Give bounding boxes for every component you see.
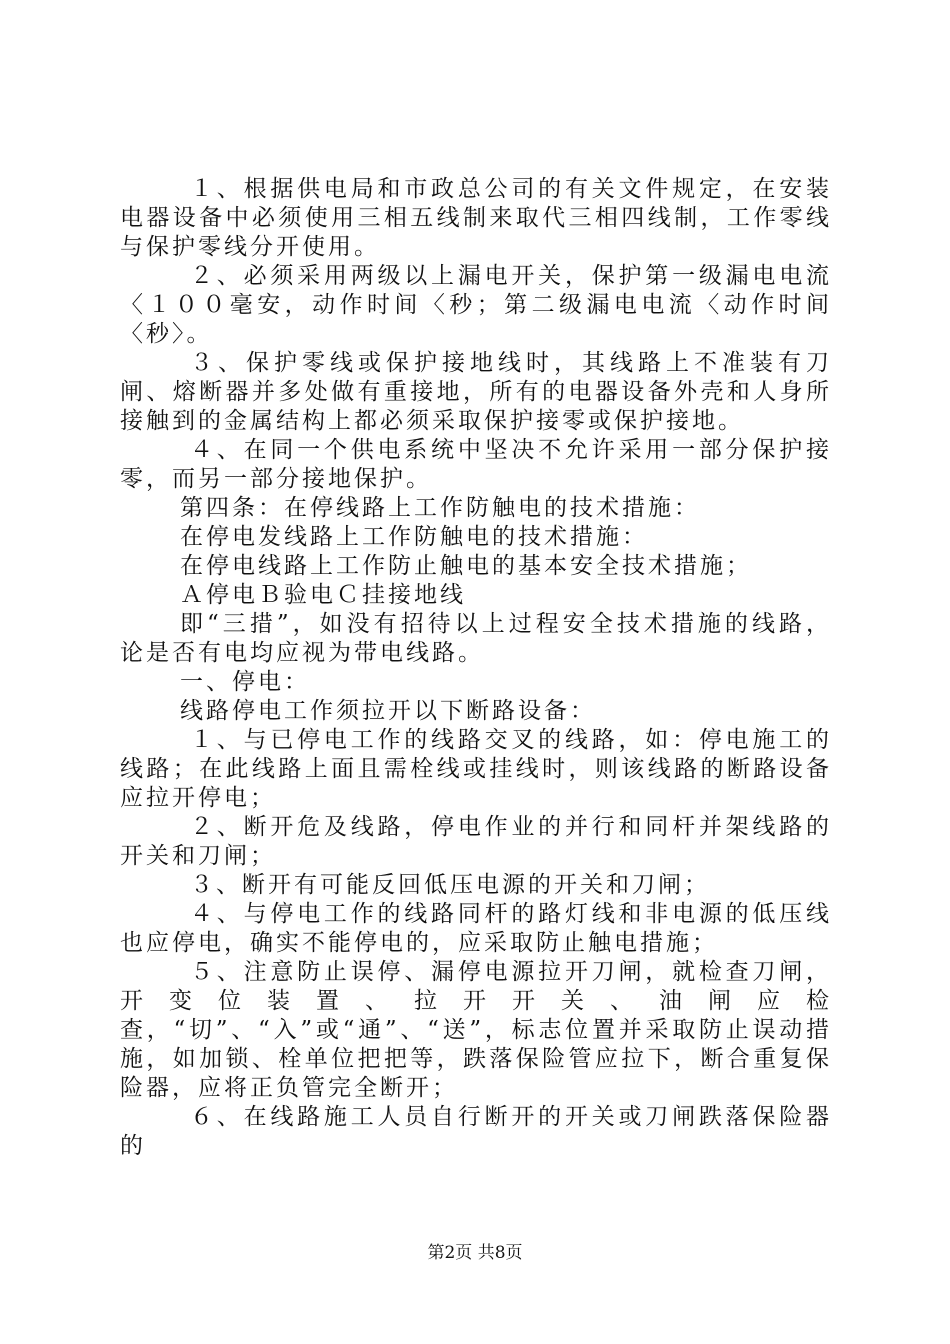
list-item-5: ５、注意防止误停、漏停电源拉开刀闸，就检查刀闸，开变位装置、拉开开关、油闸应检查，“切”、“入”或“通”、“送”，标志位置并采取防止误动措施，如加锁、栓单位把把等，跌落保险管应拉下，断合重复保险器，应将正负管完全断开； [120,959,832,1101]
list-item-4: ４、与停电工作的线路同杆的路灯线和非电源的低压线也应停电，确实不能停电的，应采取防止触电措施； [120,901,832,956]
page-number-footer: 第2页 共8页 [427,1243,523,1263]
paragraph-basic-measures: 在停电线路上工作防止触电的基本安全技术措施； [180,553,752,579]
paragraph-item-1: １、根据供电局和市政总公司的有关文件规定，在安装电器设备中必须使用三相五线制来取代三相四线制，工作零线与保护零线分开使用。 [120,176,832,260]
paragraph-item-4: ４、在同一个供电系统中坚决不允许采用一部分保护接零，而另一部分接地保护。 [120,437,832,492]
list-item-3: ３、断开有可能反回低压电源的开关和刀闸； [190,872,710,898]
list-item-6: ６、在线路施工人员自行断开的开关或刀闸跌落保险器的 [120,1104,832,1159]
paragraph-three-measures: 即“三措”，如没有招待以上过程安全技术措施的线路，论是否有电均应视为带电线路。 [120,611,832,666]
paragraph-item-2: ２、必须采用两级以上漏电开关，保护第一级漏电电流〈１００毫安，动作时间〈秒；第二级漏电电流〈动作时间〈秒〉。 [120,263,832,347]
document-body [120,175,832,1161]
section-heading-article-4: 第四条：在停线路上工作防触电的技术措施： [180,495,700,521]
paragraph-abc-steps: Ａ停电Ｂ验电Ｃ挂接地线 [180,582,466,608]
paragraph-subheading: 在停电发线路上工作防触电的技术措施： [180,524,648,550]
list-item-1: １、与已停电工作的线路交叉的线路，如：停电施工的线路；在此线路上面且需栓线或挂线时，则该线路的断路设备应拉开停电； [120,727,832,811]
paragraph-item-3: ３、保护零线或保护接地线时，其线路上不准装有刀闸、熔断器并多处做有重接地，所有的电器设备外壳和人身所接触到的金属结构上都必须采取保护接零或保护接地。 [120,350,832,434]
section-heading-power-off: 一、停电： [180,669,310,695]
paragraph-equipment-intro: 线路停电工作须拉开以下断路设备： [180,698,596,724]
list-item-2: ２、断开危及线路，停电作业的并行和同杆并架线路的开关和刀闸； [120,814,832,869]
